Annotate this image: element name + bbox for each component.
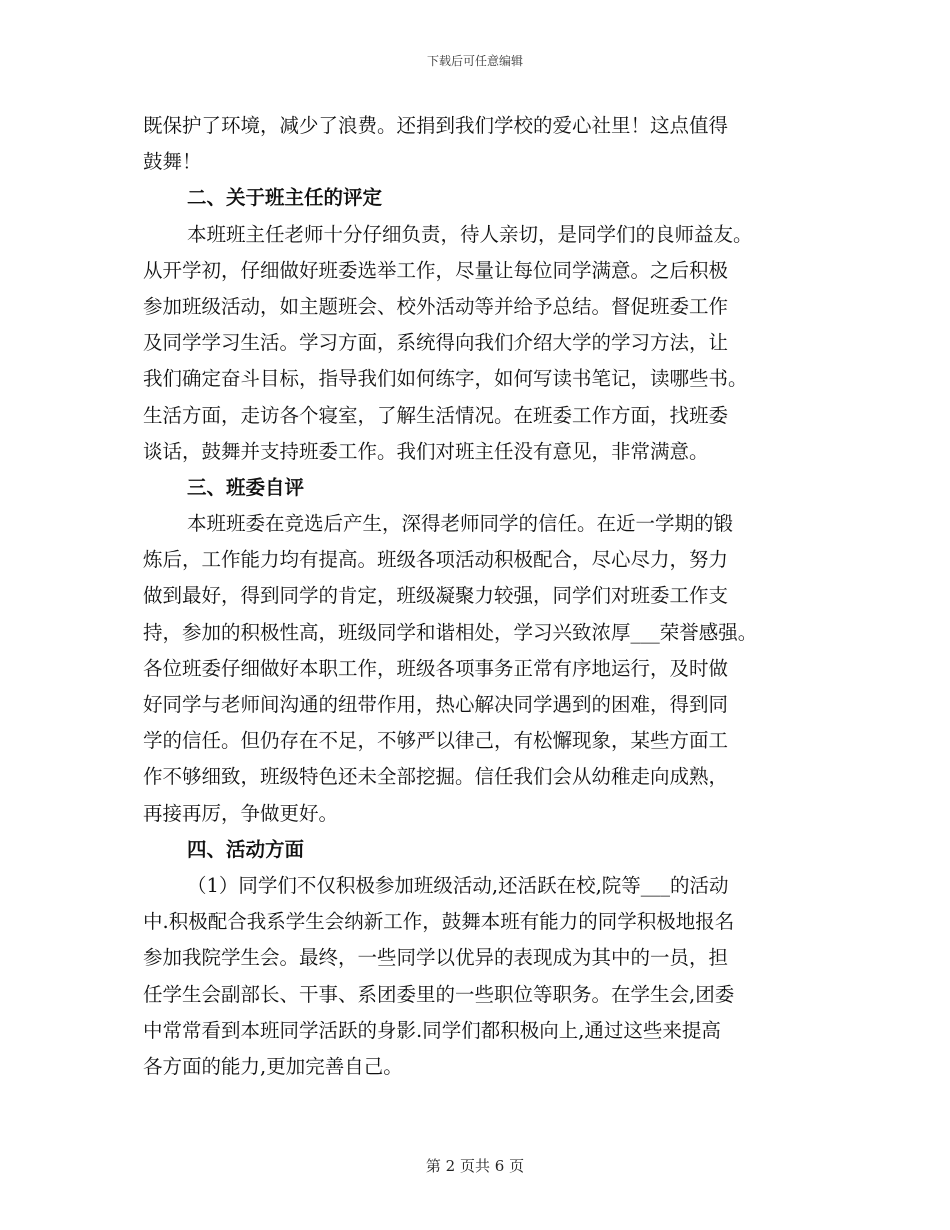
paragraph-line: 本班班主任老师十分仔细负责，待人亲切，是同学们的良师益友。 <box>187 222 753 246</box>
paragraph-line: 中常常看到本班同学活跃的身影.同学们都积极向上,通过这些来提高 <box>143 1018 721 1042</box>
paragraph-line: 各位班委仔细做好本职工作，班级各项事务正常有序地运行，及时做 <box>143 656 729 680</box>
paragraph-line: 持，参加的积极性高，班级同学和谐相处，学习兴致浓厚___荣誉感强。 <box>143 620 758 644</box>
paragraph-line: 炼后，工作能力均有提高。班级各项活动积极配合，尽心尽力，努力 <box>143 548 729 572</box>
paragraph-line: 中.积极配合我系学生会纳新工作，鼓舞本班有能力的同学积极地报名 <box>143 910 735 934</box>
paragraph-line: 本班班委在竞选后产生，深得老师同学的信任。在近一学期的锻 <box>187 512 734 536</box>
paragraph-line: （1）同学们不仅积极参加班级活动,还活跃在校,院等___的活动 <box>187 873 729 897</box>
section-heading: 三、班委自评 <box>187 475 305 499</box>
paragraph-line: 及同学学习生活。学习方面，系统得向我们介绍大学的学习方法，让 <box>143 331 729 355</box>
paragraph-line: 参加我院学生会。最终，一些同学以优异的表现成为其中的一员，担 <box>143 946 729 970</box>
paragraph-line: 参加班级活动，如主题班会、校外活动等并给予总结。督促班委工作 <box>143 294 729 318</box>
paragraph-line: 我们确定奋斗目标，指导我们如何练字，如何写读书笔记，读哪些书。 <box>143 367 748 391</box>
paragraph-line: 既保护了环境，减少了浪费。还捐到我们学校的爱心社里！这点值得 <box>143 114 729 137</box>
paragraph-line: 生活方面，走访各个寝室，了解生活情况。在班委工作方面，找班委 <box>143 403 729 427</box>
section-heading: 二、关于班主任的评定 <box>187 186 383 210</box>
paragraph-line: 谈话，鼓舞并支持班委工作。我们对班主任没有意见，非常满意。 <box>143 439 709 463</box>
paragraph-line: 做到最好，得到同学的肯定，班级凝聚力较强，同学们对班委工作支 <box>143 584 729 608</box>
page-footer: 第 2 页共 6 页 <box>425 1157 525 1175</box>
paragraph-line: 学的信任。但仍存在不足，不够严以律己，有松懈现象，某些方面工 <box>143 729 729 753</box>
paragraph-line: 再接再厉，争做更好。 <box>143 801 339 825</box>
paragraph-line: 从开学初，仔细做好班委选举工作，尽量让每位同学满意。之后积极 <box>143 258 729 282</box>
page-header: 下载后可任意编辑 <box>426 54 523 68</box>
paragraph-line: 任学生会副部长、干事、系团委里的一些职位等职务。在学生会,团委 <box>143 982 735 1006</box>
paragraph-line: 鼓舞！ <box>143 150 202 174</box>
section-heading: 四、活动方面 <box>187 837 305 861</box>
document-body <box>143 108 833 1085</box>
paragraph-line: 好同学与老师间沟通的纽带作用，热心解决同学遇到的困难，得到同 <box>143 693 729 716</box>
paragraph-line: 作不够细致，班级特色还未全部挖掘。信任我们会从幼稚走向成熟， <box>143 765 729 789</box>
paragraph-line: 各方面的能力,更加完善自己。 <box>143 1054 403 1078</box>
